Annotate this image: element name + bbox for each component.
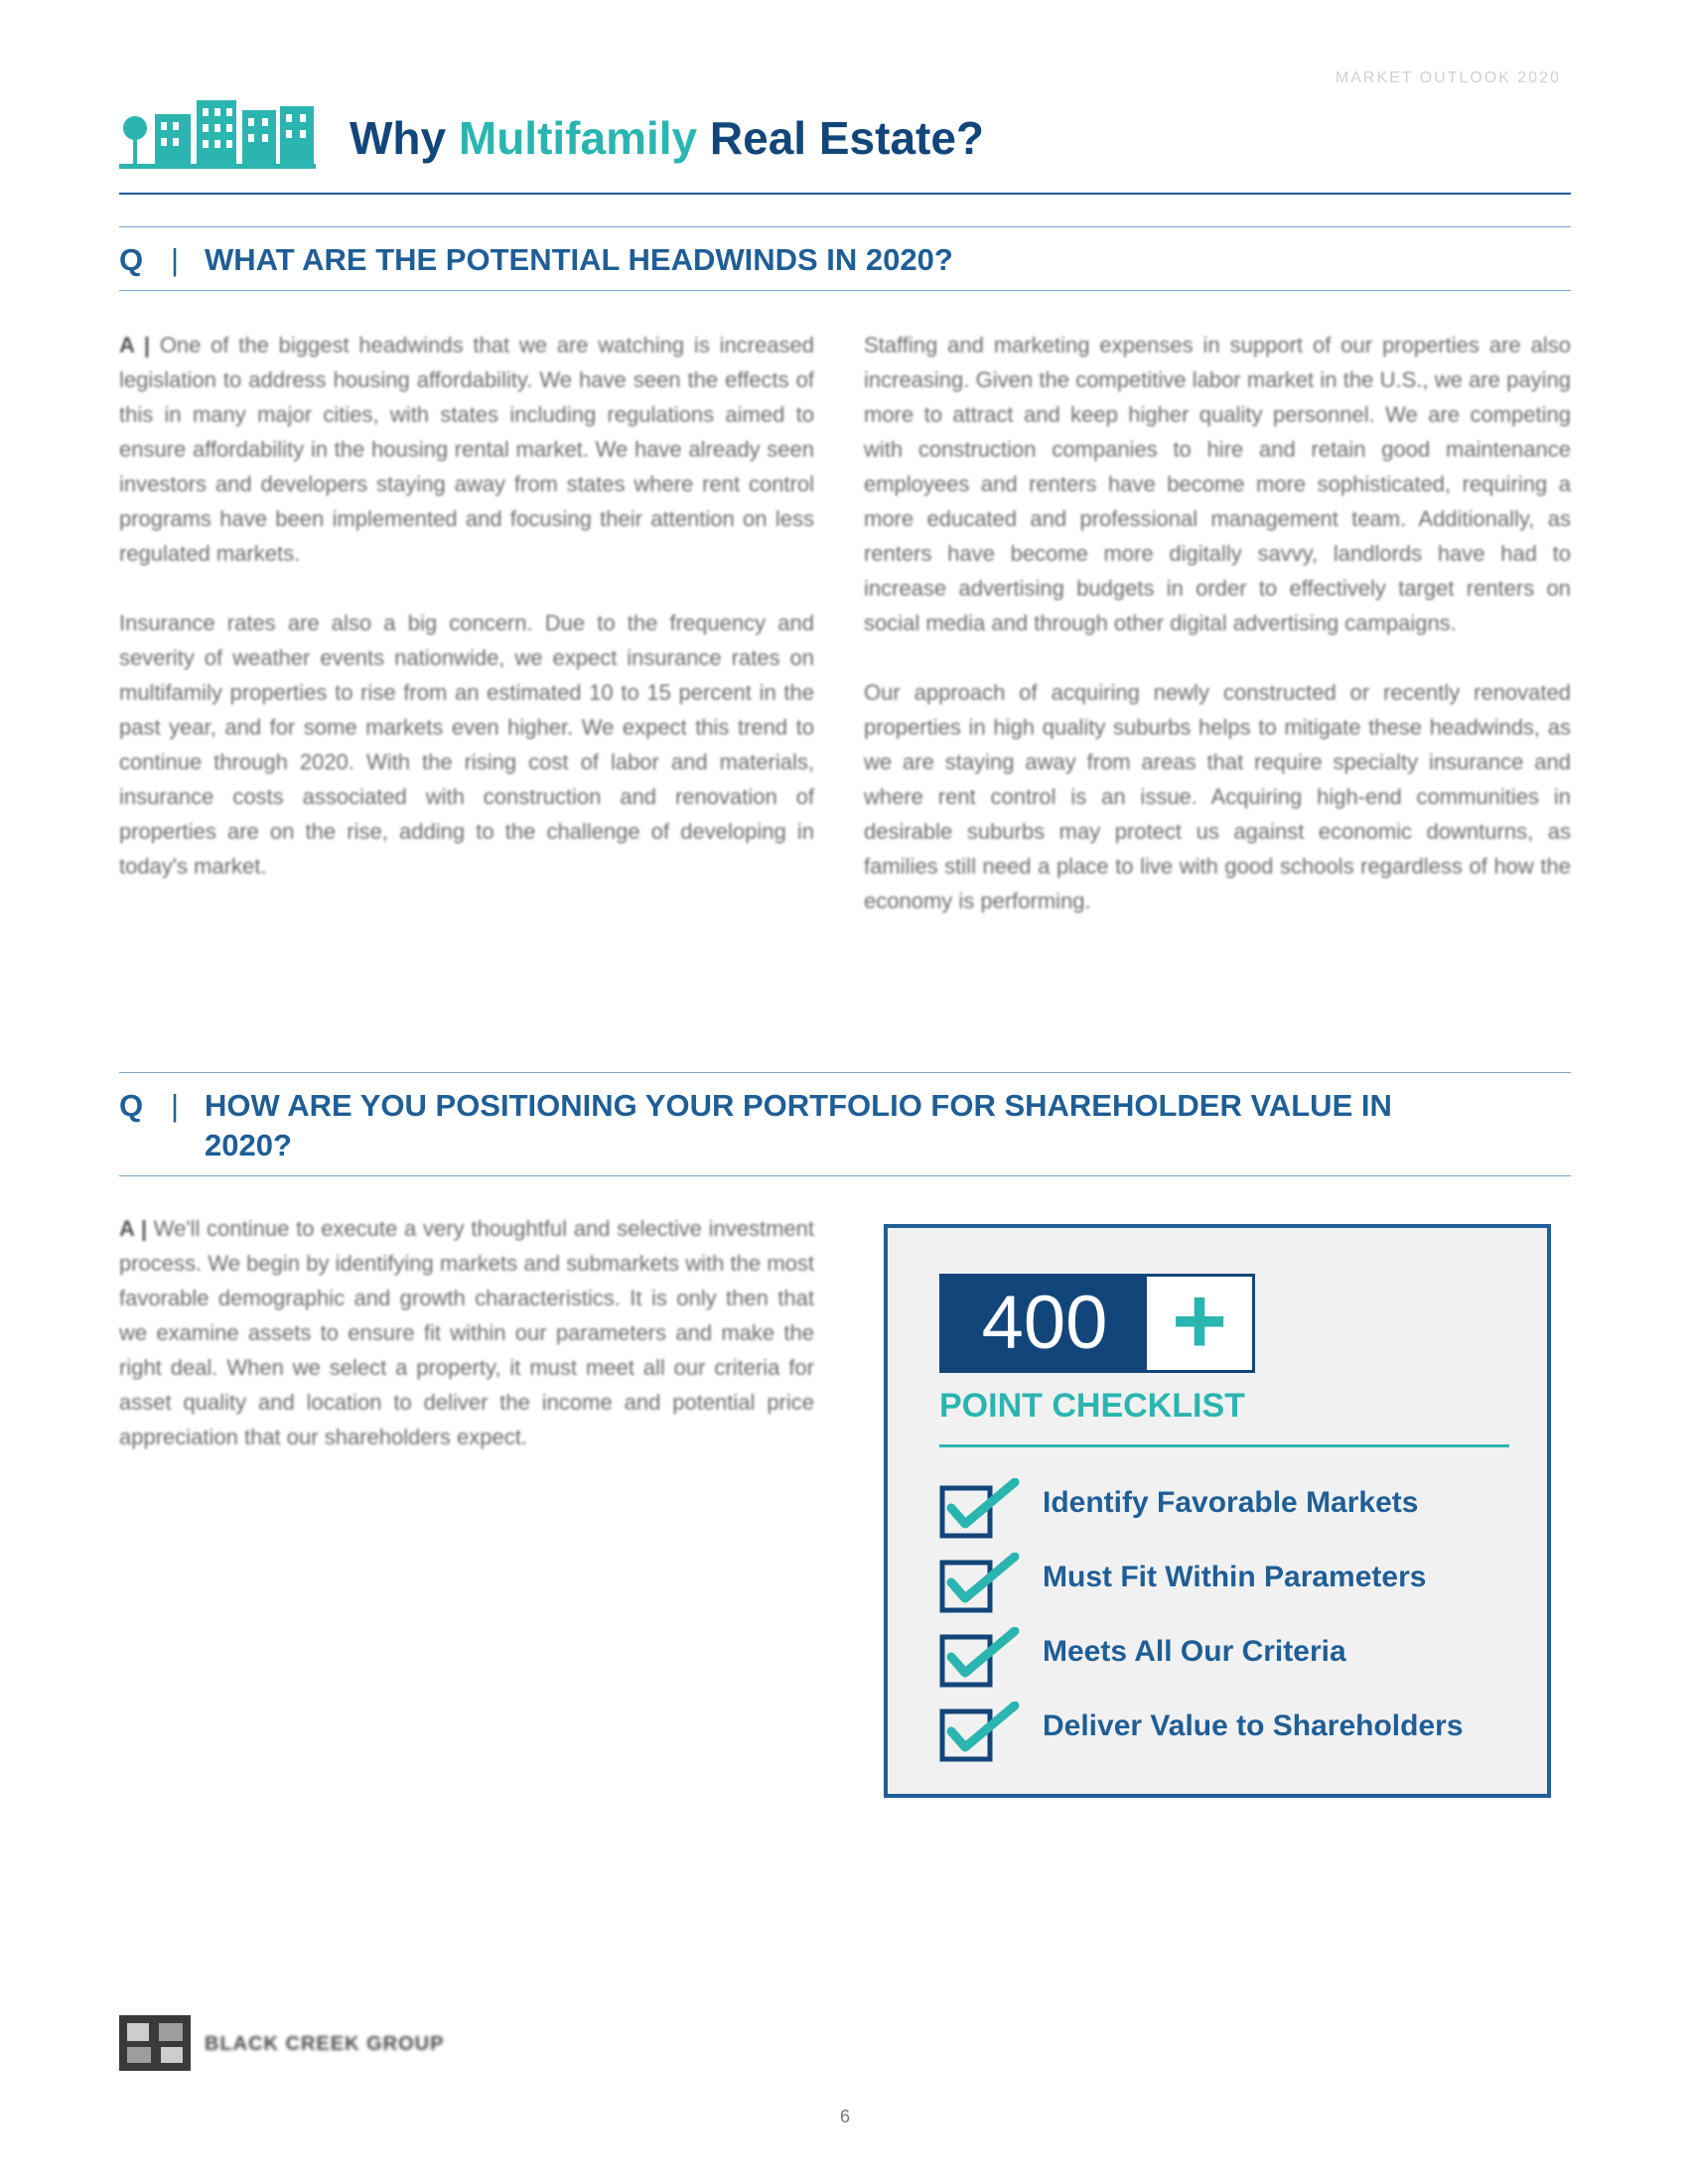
title-accent: Multifamily <box>458 112 698 164</box>
title-part-1: Why <box>350 112 459 164</box>
checklist-item <box>939 1702 1515 1763</box>
checkbox-checked-icon <box>939 1553 1023 1614</box>
page-number: 6 <box>840 2107 851 2126</box>
page-title <box>350 111 984 165</box>
section2-q-label: Q <box>119 1088 144 1123</box>
plus-icon: + <box>1171 1268 1228 1374</box>
section1-q-label: Q <box>119 242 144 277</box>
section1-question-text: WHAT ARE THE POTENTIAL HEADWINDS IN 2020? <box>205 242 953 277</box>
checklist-item-label: Deliver Value to Shareholders <box>1043 1709 1464 1742</box>
title-part-2: Real Estate? <box>697 112 985 164</box>
badge-number: 400 <box>942 1277 1147 1370</box>
checklist-item-label: Meets All Our Criteria <box>1043 1635 1346 1668</box>
section1-divider: | <box>171 242 180 277</box>
checklist-item <box>939 1627 1515 1689</box>
checklist-item <box>939 1553 1515 1614</box>
section1-top-rule <box>119 226 1571 227</box>
section1-question <box>119 240 1450 280</box>
checklist-item-label: Must Fit Within Parameters <box>1043 1561 1427 1593</box>
section1-left-text-1: One of the biggest headwinds that we are watching is increased legislation to address housing affordability. We have seen the effects of this in many major cities, with states including regulations aimed to ensure affordability in the housing rental market. We have already seen investors and developers staying away from states where rent control programs have been implemented and focusing their attention on less regulated markets. <box>119 333 814 566</box>
checklist-divider <box>939 1444 1509 1447</box>
checkbox-checked-icon <box>939 1627 1023 1689</box>
section2-answer-prefix: A | <box>119 1216 147 1241</box>
section2-bottom-rule <box>119 1175 1571 1176</box>
section1-answer-right <box>864 328 1571 953</box>
section2-divider: | <box>171 1088 180 1123</box>
checklist-item <box>939 1478 1515 1540</box>
section2-answer <box>119 1211 814 1489</box>
checkbox-checked-icon <box>939 1702 1023 1763</box>
section2-top-rule <box>119 1072 1571 1073</box>
section2-question-text: HOW ARE YOU POSITIONING YOUR PORTFOLIO FOR SHAREHOLDER VALUE IN 2020? <box>205 1088 1392 1162</box>
footer-company-name: BLACK CREEK GROUP <box>205 2033 445 2055</box>
multifamily-buildings-icon <box>119 94 316 172</box>
section1-answer-prefix: A | <box>119 333 151 357</box>
section1-bottom-rule <box>119 290 1571 291</box>
company-logo-icon <box>119 2015 191 2071</box>
section1-answer-left <box>119 328 814 918</box>
section1-right-paragraph-2: Our approach of acquiring newly constructed or recently renovated properties in high quality suburbs helps to mitigate these headwinds, as we are staying away from areas that require specialty insurance and where rent control is an issue. Acquiring high-end communities in desirable suburbs may protect us against economic downturns, as families still need a place to live with good schools regardless of how the economy is performing. <box>864 680 1571 913</box>
section2-answer-text: We'll continue to execute a very thoughtful and selective investment process. We begin by identifying markets and submarkets with the most favorable demographic and growth characteristics. It is only then that we examine assets to ensure fit within our parameters and make the right deal. When we select a property, it must meet all our criteria for asset quality and location to deliver the income and potential price appreciation that our shareholders expect. <box>119 1216 814 1449</box>
checklist-item-label: Identify Favorable Markets <box>1043 1486 1419 1519</box>
section1-left-paragraph-1 <box>119 328 814 571</box>
checkbox-checked-icon <box>939 1478 1023 1540</box>
checklist-badge <box>939 1268 1255 1374</box>
checklist-box <box>884 1224 1551 1798</box>
section1-left-paragraph-2: Insurance rates are also a big concern. Due to the frequency and severity of weather events nationwide, we expect insurance rates on multifamily properties to rise from an estimated 10 to 15 percent in the past year, and for some markets even higher. We expect this trend to continue through 2020. With the rising cost of labor and materials, insurance costs associated with construction and renovation of properties are on the rise, adding to the challenge of developing in today's market. <box>119 611 814 879</box>
checklist-heading: POINT CHECKLIST <box>939 1387 1245 1425</box>
section2-paragraph <box>119 1211 814 1454</box>
section1-right-paragraph-1: Staffing and marketing expenses in support of our properties are also increasing. Given the competitive labor market in the U.S., we are paying more to attract and keep higher quality personnel. We are competing with construction companies to hire and retain good maintenance employees and renters have become more sophisticated, requiring a more educated and professional management team. Additionally, as renters have become more digitally savvy, landlords have had to increase advertising budgets in order to effectively target renters on social media and through other digital advertising campaigns. <box>864 333 1571 635</box>
section2-question <box>119 1086 1450 1165</box>
title-rule <box>119 193 1571 195</box>
document-header-tag: MARKET OUTLOOK 2020 <box>1335 69 1561 86</box>
